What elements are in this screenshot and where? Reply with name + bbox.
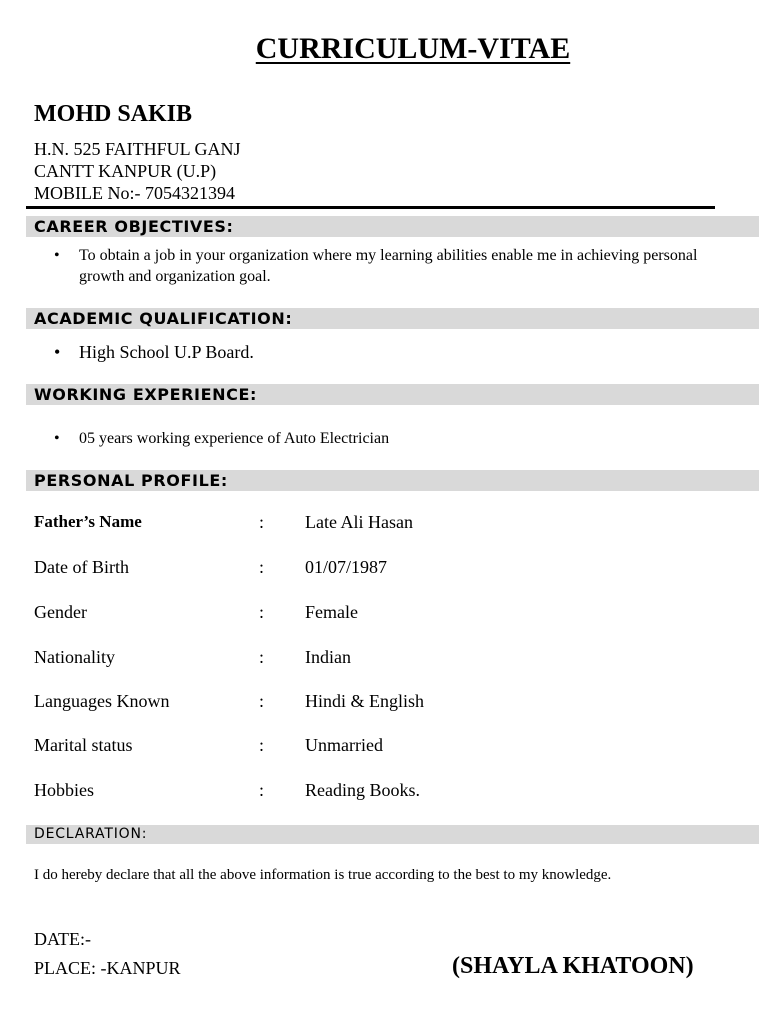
profile-label: Nationality xyxy=(34,647,115,667)
profile-label: Marital status xyxy=(34,735,133,755)
profile-label: Languages Known xyxy=(34,691,170,711)
profile-separator: : xyxy=(259,691,265,711)
career-objective-text: To obtain a job in your organization where my learning abilities enable me in achieving personal growth and organization goal. xyxy=(79,247,698,285)
profile-label: Gender xyxy=(34,602,87,622)
place-label: PLACE: -KANPUR xyxy=(34,958,181,978)
profile-value: Unmarried xyxy=(305,735,383,755)
profile-row-hobbies xyxy=(34,780,734,804)
section-working-experience xyxy=(26,384,759,405)
section-heading: PERSONAL PROFILE: xyxy=(34,471,228,490)
bullet-icon: • xyxy=(54,342,61,362)
profile-separator: : xyxy=(259,647,265,667)
profile-row-languages-known xyxy=(34,691,734,715)
profile-value: 01/07/1987 xyxy=(305,557,388,577)
profile-value: Reading Books. xyxy=(305,780,420,800)
date-label: DATE:- xyxy=(34,929,91,949)
profile-row-marital-status xyxy=(34,735,734,759)
profile-label: Father’s Name xyxy=(34,512,142,531)
address-line-2: CANTT KANPUR (U.P) xyxy=(34,161,217,181)
profile-row-nationality xyxy=(34,647,734,671)
profile-label: Hobbies xyxy=(34,780,94,800)
profile-label: Date of Birth xyxy=(34,557,129,577)
address-line-1: H.N. 525 FAITHFUL GANJ xyxy=(34,139,241,159)
profile-separator: : xyxy=(259,602,265,622)
bullet-icon: • xyxy=(54,247,60,264)
profile-separator: : xyxy=(259,557,265,577)
declaration-text: I do hereby declare that all the above information is true according to the best to my knowledge. xyxy=(34,867,612,883)
section-heading: WORKING EXPERIENCE: xyxy=(34,385,258,404)
profile-row-fathers-name xyxy=(34,512,734,536)
section-heading: CAREER OBJECTIVES: xyxy=(34,217,234,236)
profile-separator: : xyxy=(259,780,265,800)
header-divider xyxy=(26,206,715,209)
profile-value: Hindi & English xyxy=(305,691,425,711)
profile-separator: : xyxy=(259,512,265,532)
profile-row-date-of-birth xyxy=(34,557,734,581)
profile-value: Indian xyxy=(305,647,351,667)
section-personal-profile xyxy=(26,470,759,491)
mobile-number: MOBILE No:- 7054321394 xyxy=(34,183,235,203)
bullet-icon: • xyxy=(54,430,60,447)
academic-qualification-text: High School U.P Board. xyxy=(79,342,254,362)
profile-row-gender xyxy=(34,602,734,626)
section-heading: DECLARATION: xyxy=(34,826,148,842)
candidate-name: MOHD SAKIB xyxy=(34,101,193,127)
section-career-objectives xyxy=(26,216,759,237)
signature-name: (SHAYLA KHATOON) xyxy=(452,953,694,979)
document-title: CURRICULUM-VITAE xyxy=(255,32,571,65)
profile-value: Female xyxy=(305,602,358,622)
working-experience-text: 05 years working experience of Auto Electrician xyxy=(79,430,390,447)
profile-separator: : xyxy=(259,735,265,755)
section-declaration xyxy=(26,825,759,844)
section-heading: ACADEMIC QUALIFICATION: xyxy=(34,309,293,328)
profile-value: Late Ali Hasan xyxy=(305,512,413,532)
section-academic-qualification xyxy=(26,308,759,329)
